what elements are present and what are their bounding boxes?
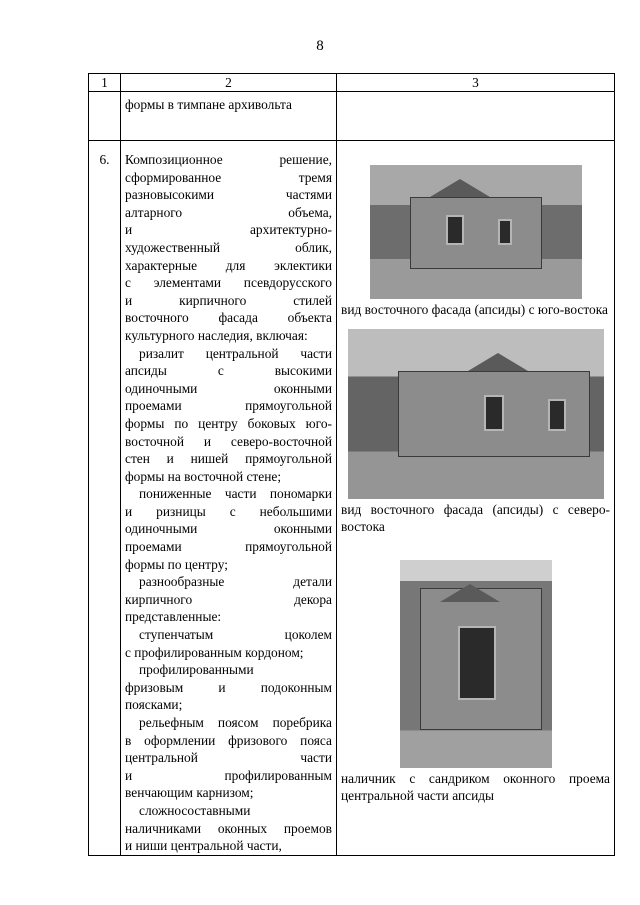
description-line: поясками; bbox=[125, 697, 183, 713]
description-line: в оформлении фризового пояса bbox=[125, 732, 332, 748]
photo-east-facade-southeast bbox=[370, 165, 582, 299]
photo-block-2 bbox=[341, 329, 610, 536]
photo-caption-1: вид восточного фасада (апсиды) с юго-востока bbox=[341, 302, 608, 317]
description-line: и архитектурно- bbox=[125, 222, 332, 238]
page-number: 8 bbox=[316, 38, 324, 54]
continuation-image-cell bbox=[337, 92, 615, 141]
description-line: разнообразные детали bbox=[139, 574, 332, 590]
photo-block-3 bbox=[341, 560, 610, 805]
row-number: 6. bbox=[89, 141, 121, 856]
description-line: и ризницы с небольшими bbox=[125, 503, 332, 519]
description-line: алтарного объема, bbox=[125, 204, 332, 220]
description-line: Композиционное решение, bbox=[125, 152, 332, 167]
description-line: с элементами псевдорусского bbox=[125, 275, 332, 291]
description-line: одиночными оконными bbox=[125, 380, 332, 396]
description-line: фризовым и подоконным bbox=[125, 679, 332, 695]
description-line: формы на восточной стене; bbox=[125, 468, 282, 484]
description-line: кирпичного декора bbox=[125, 591, 332, 607]
description-line: ризалит центральной части bbox=[139, 345, 332, 361]
description-line: характерные для эклектики bbox=[125, 257, 332, 273]
description-line: ступенчатым цоколем bbox=[139, 627, 332, 643]
description-line: апсиды с высокими bbox=[125, 363, 332, 379]
photo-east-facade-northeast bbox=[348, 329, 604, 499]
description-line: разновысокими частями bbox=[125, 187, 332, 203]
description-line: представленные: bbox=[125, 609, 222, 625]
photo-caption-2: вид восточного фасада (апсиды) с северо-востока bbox=[341, 501, 610, 535]
description-line: центральной части bbox=[125, 750, 332, 766]
description-line: пониженные части пономарки bbox=[139, 486, 332, 502]
description-line: одиночными оконными bbox=[125, 521, 332, 537]
photo-block-1 bbox=[341, 165, 610, 319]
description-line: рельефным поясом поребрика bbox=[139, 715, 332, 730]
description-line: культурного наследия, включая: bbox=[125, 327, 308, 343]
description-line: и кирпичного стилей bbox=[125, 292, 332, 308]
description-line: формы по центру; bbox=[125, 556, 228, 572]
description-line: венчающим карнизом; bbox=[125, 785, 254, 801]
monument-table bbox=[88, 73, 615, 856]
row-description bbox=[121, 141, 337, 856]
description-line: восточной и северо-восточной bbox=[125, 433, 332, 449]
photo-caption-3: наличник с сандриком оконного проема центральной части апсиды bbox=[341, 770, 610, 804]
description-line: сложносоставными bbox=[139, 802, 251, 818]
header-cell-1: 1 bbox=[89, 74, 121, 92]
description-line: восточного фасада объекта bbox=[125, 310, 332, 326]
description-line: с профилированным кордоном; bbox=[125, 644, 304, 660]
photo-window-surround bbox=[400, 560, 552, 768]
continuation-row bbox=[89, 92, 615, 141]
description-line: проемами прямоугольной bbox=[125, 539, 332, 555]
table-header-row bbox=[89, 74, 615, 92]
continuation-number-cell bbox=[89, 92, 121, 141]
description-line: художественный облик, bbox=[125, 239, 332, 255]
description-line: и профилированным bbox=[125, 767, 332, 783]
description-line: наличниками оконных проемов bbox=[125, 820, 332, 836]
description-line: проемами прямоугольной bbox=[125, 398, 332, 414]
description-line: профилированными bbox=[139, 662, 254, 678]
description-line: и ниши центральной части, bbox=[125, 838, 282, 854]
header-cell-3: 3 bbox=[337, 74, 615, 92]
table-row bbox=[89, 141, 615, 856]
description-line: формы по центру боковых юго- bbox=[125, 415, 332, 431]
continuation-text: формы в тимпане архивольта bbox=[121, 92, 337, 141]
header-cell-2: 2 bbox=[121, 74, 337, 92]
description-line: сформированное тремя bbox=[125, 169, 332, 185]
description-line: стен и нишей прямоугольной bbox=[125, 451, 332, 467]
row-photos bbox=[337, 141, 615, 856]
